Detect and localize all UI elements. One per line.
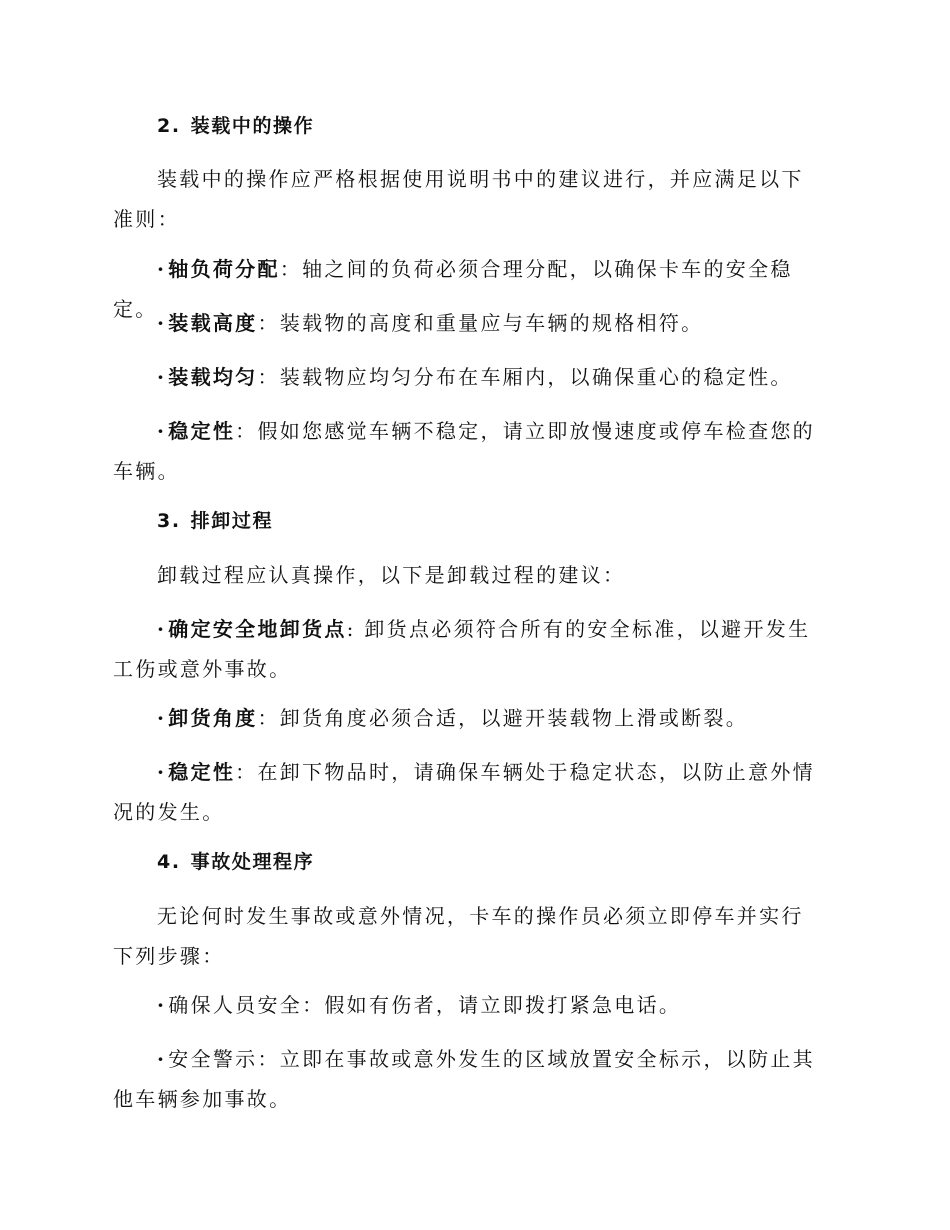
bullet-label: 装载均匀 (168, 365, 258, 389)
section-intro-2: 装载中的操作应严格根据使用说明书中的建议进行，并应满足以下准则： (113, 167, 804, 231)
bullet-item: · 稳定性：假如您感觉车辆不稳定，请立即放慢速度或停车检查您的车辆。 (113, 419, 815, 483)
section-intro-3: 卸载过程应认真操作，以下是卸载过程的建议： (157, 563, 626, 587)
section-heading-4: 4. 事故处理程序 (157, 851, 315, 873)
section-heading-2: 2. 装载中的操作 (157, 115, 315, 137)
bullet-item: · 确定安全地卸货点: 卸货点必须符合所有的安全标准，以避开发生工伤或意外事故。 (113, 617, 811, 681)
bullet-item: · 确保人员安全：假如有伤者，请立即拨打紧急电话。 (157, 993, 682, 1017)
bullet-label: 稳定性 (168, 419, 236, 443)
bullet-label: 稳定性 (168, 760, 236, 784)
bullet-label: 轴负荷分配 (168, 257, 280, 281)
bullet-item: · 轴负荷分配：轴之间的负荷必须合理分配，以确保卡车的安全稳定。 (113, 257, 793, 321)
bullet-label: 卸货角度 (168, 706, 258, 730)
bullet-item: · 装载均匀：装载物应均匀分布在车厢内，以确保重心的稳定性。 (157, 365, 793, 389)
bullet-item: · 卸货角度：卸货角度必须合适，以避开装载物上滑或断裂。 (157, 706, 749, 730)
bullet-label: 确定安全地卸货点 (168, 617, 347, 641)
bullet-item: · 稳定性：在卸下物品时，请确保车辆处于稳定状态，以防止意外情况的发生。 (113, 760, 815, 824)
section-heading-3: 3. 排卸过程 (157, 510, 274, 532)
bullet-item: · 装载高度：装载物的高度和重量应与车辆的规格相符。 (157, 311, 704, 335)
bullet-item: · 安全警示：立即在事故或意外发生的区域放置安全标示，以防止其他车辆参加事故。 (113, 1047, 815, 1111)
section-intro-4: 无论何时发生事故或意外情况，卡车的操作员必须立即停车并实行下列步骤： (113, 904, 804, 968)
bullet-label: 装载高度 (168, 311, 258, 335)
